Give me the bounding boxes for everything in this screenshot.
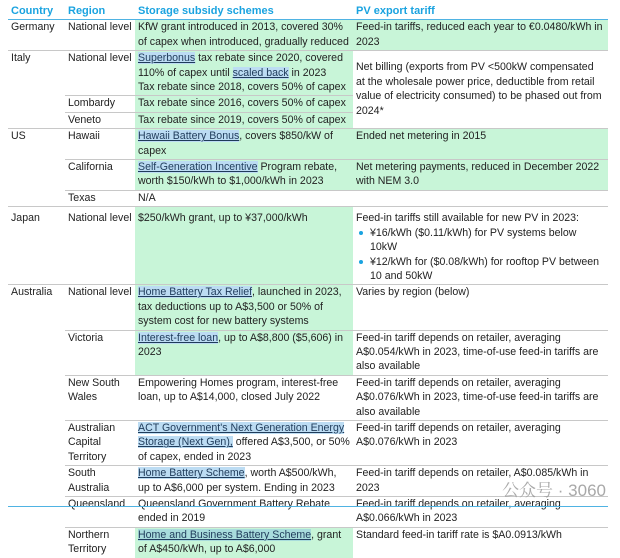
storage-cell [135,160,353,191]
storage-cell: Tax rebate since 2016, covers 50% of capex [135,96,353,112]
storage-text: , launched in 2023, tax deductions up to A$3,500 or 50% of system cost for new battery systems [138,286,342,328]
table-row [8,285,608,330]
pv-text: Feed-in tariffs still available for new PV in 2023: [356,212,579,225]
storage-cell [135,420,353,465]
storage-text: Tax rebate since 2018, covers 50% of capex [138,81,346,94]
header-row [8,4,608,20]
country-cell: Japan [8,207,65,285]
home-battery-tax-relief-link[interactable]: Home Battery Tax Relief [138,286,253,299]
table-row [8,190,608,206]
pv-cell [353,207,608,285]
home-battery-scheme-link[interactable]: Home Battery Scheme [138,467,245,480]
header-storage: Storage subsidy schemes [135,4,353,20]
storage-cell: $250/kWh grant, up to ¥37,000/kWh [135,207,353,285]
region-cell: Queensland [65,497,135,528]
superbonus-link[interactable]: Superbonus [138,52,196,65]
pv-cell: Feed-in tariff depends on retailer, averaging A$0.076/kWh in 2023 [353,420,608,465]
region-cell: Lombardy [65,96,135,112]
self-generation-incentive-link[interactable]: Self-Generation Incentive [138,161,258,174]
storage-cell [135,285,353,330]
pv-cell: Varies by region (below) [353,285,608,330]
region-cell: Victoria [65,330,135,375]
header-pv: PV export tariff [353,4,608,20]
header-country: Country [8,4,65,20]
country-cell: Australia [8,285,65,558]
storage-cell [135,51,353,96]
storage-text: tax rebate since 2020, covered 110% of capex until [138,52,343,79]
storage-cell: Queensland Government Battery Rebate ended in 2019 [135,497,353,528]
storage-text: Program rebate, worth $150/kWh to $1,000/kWh in 2023 [138,161,338,188]
storage-cell [135,466,353,497]
table-row [8,207,608,285]
table-row [8,527,608,557]
region-cell: Texas [65,190,135,206]
interest-free-loan-link[interactable]: Interest-free loan [138,331,219,344]
pv-cell: Standard feed-in tariff rate is $A0.0913/kWh [353,527,608,557]
region-cell: California [65,160,135,191]
pv-bullet-list [356,226,605,284]
table-row [8,497,608,528]
storage-cell: Tax rebate since 2019, covers 50% of capex [135,112,353,128]
storage-text: , worth A$500/kWh, up to A$6,000 per system. Ending in 2023 [138,467,337,494]
home-business-battery-scheme-link[interactable]: Home and Business Battery Scheme [138,528,312,541]
region-cell: South Australia [65,466,135,497]
table-row [8,129,608,160]
next-gen-storage-link[interactable]: ACT Government's Next Generation Energy Storage (Next Gen), [138,421,345,449]
table-row [8,51,608,96]
storage-text: offered A$3,500, or 50% of capex, ended in 2023 [138,436,350,463]
table-row [8,20,608,51]
watermark: 公众号 · 3060 [502,481,606,500]
storage-cell: Empowering Homes program, interest-free loan, up to A$14,000, closed July 2022 [135,375,353,420]
bullet-item: ¥12/kWh for ($0.08/kWh) for rooftop PV between 10 and 50kW [370,255,605,284]
region-cell: National level [65,20,135,51]
storage-text: , up to A$8,800 ($5,606) in 2023 [138,331,343,358]
region-cell: National level [65,207,135,285]
storage-text: , grant of A$450/kWh, up to A$6,000 [138,528,342,556]
region-cell: New South Wales [65,375,135,420]
pv-cell: Net billing (exports from PV <500kW compensated at the wholesale power price, deductible from retail value of electricity consumed) to be phased out from 2024* [353,51,608,129]
pv-cell: Feed-in tariff depends on retailer, averaging A$0.076/kWh in 2023, time-of-use feed-in tariffs are also available [353,375,608,420]
scaled-back-link[interactable]: scaled back [232,66,289,79]
country-cell: Italy [8,51,65,129]
pv-cell [353,190,608,206]
bullet-item: ¥16/kWh ($0.11/kWh) for PV systems below 10kW [370,226,605,255]
table-row [8,375,608,420]
hawaii-battery-bonus-link[interactable]: Hawaii Battery Bonus [138,130,240,143]
pv-cell: Ended net metering in 2015 [353,129,608,160]
region-cell: Veneto [65,112,135,128]
pv-cell: Feed-in tariffs, reduced each year to €0.0480/kWh in 2023 [353,20,608,51]
pv-cell: Net metering payments, reduced in December 2022 with NEM 3.0 [353,160,608,191]
country-cell: US [8,129,65,207]
table-row [8,330,608,375]
region-cell: National level [65,285,135,330]
region-cell: Hawaii [65,129,135,160]
storage-text: in 2023 [288,66,327,79]
storage-cell [135,330,353,375]
region-cell: Northern Territory [65,527,135,557]
pv-cell: Feed-in tariff depends on retailer, averaging A$0.066/kWh in 2023 [353,497,608,528]
storage-cell: N/A [135,190,353,206]
pv-cell: Feed-in tariff depends on retailer, averaging A$0.054/kWh in 2023, time-of-use feed-in tariffs are also available [353,330,608,375]
table-row [8,160,608,191]
subsidy-table [8,4,608,558]
storage-cell [135,129,353,160]
table-bottom-rule [8,506,608,507]
storage-text: , covers $850/kW of capex [138,130,333,157]
country-cell: Germany [8,20,65,51]
region-cell: National level [65,51,135,96]
storage-cell: KfW grant introduced in 2013, covered 30% of capex when introduced, gradually reduced [135,20,353,51]
table-row [8,420,608,465]
pv-cell: Feed-in tariff depends on retailer, A$0.085/kWh in 2023 [353,466,608,497]
header-region: Region [65,4,135,20]
storage-cell [135,527,353,557]
region-cell: Australian Capital Territory [65,420,135,465]
